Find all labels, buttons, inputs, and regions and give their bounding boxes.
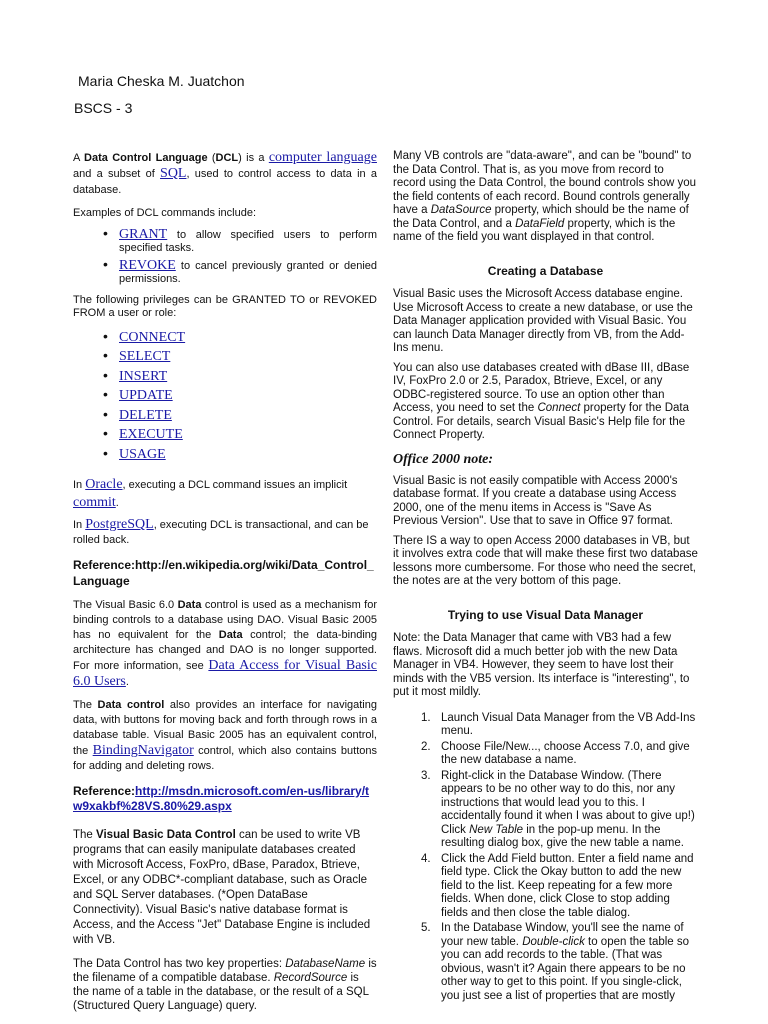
list-item: 3. Right-click in the Database Window. (There appears to be no other way to do this, nor any instructions that would lead you to this. I accidentally found it when I was about to give up!) Click New Table in the pop-up menu. In the resulting dialog box, give the new table a name. [421,769,695,849]
privileges-label: The following privileges can be GRANTED TO or REVOKED FROM a user or role: [73,293,377,319]
key-properties-paragraph: The Data Control has two key properties: DatabaseName is the filename of a compatible database. RecordSource is the name of a table in the database, or the result of a SQL (Structured Query Language) query. [73,958,377,1012]
link-computer-language[interactable]: computer language [268,150,377,165]
list-item [101,331,377,351]
postgres-paragraph: In PostgreSQL, executing DCL is transactional, and can be rolled back. [73,517,369,546]
creating-paragraph-2: You can also use databases created with dBase III, dBase IV, FoxPro 2.0 or 2.5, Paradox, Btrieve, Excel, or any ODBC-registered source. To use an option other than Access, you need to set the Connect property for the Data Control. For details, search Visual Basic's Help file for the Connect Property. [393,361,690,441]
link-connect[interactable]: CONNECT [119,329,186,345]
link-select[interactable]: SELECT [119,349,171,364]
list-item [101,409,377,429]
link-postgresql[interactable]: PostgreSQL [85,517,154,532]
examples-label: Examples of DCL commands include: [73,207,257,219]
author-name: Maria Cheska M. Juatchon [78,73,245,89]
left-column [73,150,377,1013]
list-item [101,448,377,468]
reference-wikipedia: Reference:http://en.wikipedia.org/wiki/Data_Control_Language [73,558,374,588]
reference-msdn: Reference:http://msdn.microsoft.com/en-us/library/tw9xakbf%28VS.80%29.aspx [73,784,370,813]
link-bindingnavigator[interactable]: BindingNavigator [92,743,194,758]
link-grant[interactable]: GRANT [119,226,168,242]
list-item [101,428,377,448]
list-item: 1. Launch Visual Data Manager from the VB Add-Ins menu. [421,711,696,737]
oracle-paragraph: In Oracle, executing a DCL command issues an implicit commit. [73,477,348,510]
data-aware-paragraph: Many VB controls are "data-aware", and can be "bound" to the Data Control. That is, as you move from record to record using the Data Control, the bound controls show you the field contents of each record. Bound controls generally have a DataSource property, which should be the name of the Data Control, and a DataField property, which is the name of the field you want displayed in that control. [393,150,697,243]
link-commit[interactable]: commit [73,495,116,510]
link-sql[interactable]: SQL [160,166,187,181]
vdm-note-paragraph: Note: the Data Manager that came with VB3 had a few flaws. Microsoft did a much better job with the new Data Manager in VB4. However, they seem to have lost their minds with the VB5 version. Its interface is "interesting", to put it most mildly. [393,632,690,698]
vdm-steps-list [421,712,698,1004]
office-paragraph-2: There IS a way to open Access 2000 databases in VB, but it involves extra code that will make these first two database lessons more cumbersome. For those who need the secret, the notes are at the very bottom of this page. [393,534,698,587]
heading-office-2000: Office 2000 note: [393,451,494,467]
list-item: 2. Choose File/New..., choose Access 7.0, and give the new database a name. [421,740,690,766]
creating-paragraph-1: Visual Basic uses the Microsoft Access database engine. Use Microsoft Access to create a new database, or use the Data Manager application provided with Visual Basic. You can launch Data Manager directly from VB, from the Add-Ins menu. [393,288,693,354]
vb-data-control-paragraph: The Visual Basic Data Control can be used to write VB programs that can easily manipulate databases created with Microsoft Access, FoxPro, dBase, Paradox, Btrieve, Excel, or any ODBC*-compliant database, such as Oracle and SQL Server databases. (*Open DataBase Connectivity). Visual Basic's native database format is Access, and the Access "Jet" Database Engine is included with VB. [73,829,371,946]
heading-visual-data-manager: Trying to use Visual Data Manager [447,607,644,622]
list-item [101,350,377,370]
link-oracle[interactable]: Oracle [85,477,123,492]
list-item: • REVOKE to cancel previously granted or denied permissions. [101,259,377,287]
link-update[interactable]: UPDATE [119,388,173,403]
heading-creating-database: Creating a Database [487,263,604,278]
link-execute[interactable]: EXECUTE [119,427,183,442]
list-item [101,389,377,409]
list-item: 5. In the Database Window, you'll see the name of your new table. Double-click to open the table so you can add records to the table. (That was obvious, wasn't it? Again there appears to be no other way to get to this point. If you single-click, you just see a list of properties that are mostly [421,922,690,1002]
dcl-intro: A Data Control Language (DCL) is a computer language and a subset of SQL, used to control access to data in a database. [73,150,378,196]
link-usage[interactable]: USAGE [119,446,166,462]
course-section: BSCS - 3 [74,100,133,116]
list-item [101,370,377,390]
list-item: 4. Click the Add Field button. Enter a field name and field type. Click the Okay button to add the new field to the list. Keep repeating for a few more fields. When done, click Close to stop adding fields and then close the table dialog. [421,852,694,919]
vb6-paragraph: The Visual Basic 6.0 Data control is used as a mechanism for binding controls to a database using DAO. Visual Basic 2005 has no equivalent for the Data control; the data-binding architecture has changed and DAO is no longer supported. For more information, see Data Access for Visual Basic 6.0 Users. [73,599,377,689]
right-column [393,150,698,1003]
dcl-command-list [101,228,377,287]
link-msdn[interactable]: http://msdn.microsoft.com/en-us/library/tw9xakbf%28VS.80%29.aspx [73,784,370,813]
link-insert[interactable]: INSERT [119,368,168,384]
data-control-paragraph: The Data control also provides an interface for navigating data, with buttons for moving back and forth through rows in a database table. Visual Basic 2005 has an equivalent control, the BindingNavigator control, which also contains buttons for adding and deleting rows. [73,699,377,772]
privileges-list [101,331,377,468]
link-data-access-vb6[interactable]: Data Access for Visual Basic 6.0 Users [73,658,377,689]
office-paragraph-1: Visual Basic is not easily compatible with Access 2000's database format. If you create a database using Access 2000, one of the menu items in Access is "Save As Previous Version". Use that to save in Office 97 format. [393,474,678,527]
list-item: • GRANT to allow specified users to perform specified tasks. [101,228,377,256]
link-delete[interactable]: DELETE [119,407,172,423]
link-revoke[interactable]: REVOKE [119,257,176,273]
